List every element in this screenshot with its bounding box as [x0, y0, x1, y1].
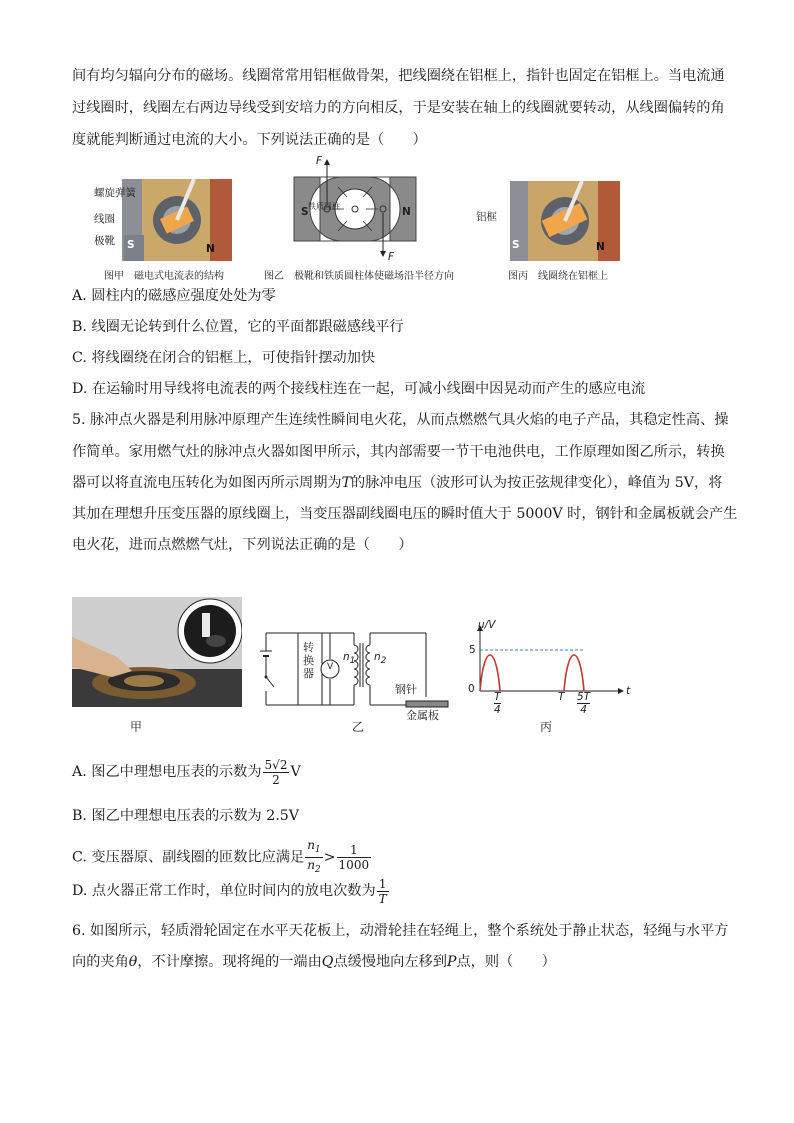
tick-t: T [558, 691, 565, 703]
figure-galvanometer [90, 155, 650, 285]
label-s-b: S [301, 206, 309, 218]
q6-line-1: 6. 如图所示，轻质滑轮固定在水平天花板上，动滑轮挂在轻绳上，整个系统处于静止状态，轻绳与水平方 [72, 923, 729, 939]
tick-5t-over-4: 5T 4 [577, 691, 591, 716]
label-metal-plate: 金属板 [406, 709, 439, 722]
q5-line-2: 作简单。家用燃气灶的脉冲点火器如图甲所示，其内部需要一节干电池供电，工作原理如图乙所示，转换 [72, 444, 725, 460]
q5-line-1: 5. 脉冲点火器是利用脉冲原理产生连续性瞬间电火花，从而点燃燃气具火焰的电子产品，其稳定性高、操 [72, 412, 729, 428]
label-origin: 0 [468, 683, 475, 695]
label-spring: 螺旋弹簧 [94, 187, 136, 199]
figure-ignition [70, 595, 630, 740]
label-peak-5: 5 [469, 644, 476, 656]
q4-option-b: B. 线圈无论转到什么位置，它的平面都跟磁感线平行 [72, 319, 404, 335]
label-steel-needle: 钢针 [395, 683, 417, 696]
label-n-a: N [206, 243, 215, 255]
caption-figure-b: 图乙 极靴和铁质圆柱体使磁场沿半径方向 [264, 271, 454, 282]
label-u-axis: u/V [478, 619, 496, 631]
caption-bing: 丙 [540, 720, 553, 734]
q5-option-a: A. 图乙中理想电压表的示数为 $\frac{5√2}{2}$ V [72, 757, 301, 787]
q4-option-d: D. 在运输时用导线将电流表的两个接线柱连在一起，可减小线圈中因晃动而产生的感应电流 [72, 381, 646, 397]
intro-line-2: 过线圈时，线圈左右两边导线受到安培力的方向相反，于是安装在轴上的线圈就要转动，从线圈偏转的角 [72, 100, 725, 116]
q5-line-4: 其加在理想升压变压器的原线圈上，当变压器副线圈电压的瞬时值大于 5000V 时，钢针和金属板就会产生 [72, 506, 738, 522]
label-iron-core: 铁质圆柱 [308, 202, 340, 211]
label-n-c: N [596, 241, 605, 253]
label-converter: 转换器 [303, 641, 314, 680]
label-s-c: S [512, 239, 520, 251]
intro-line-1: 间有均匀辐向分布的磁场。线圈常常用铝框做骨架，把线圈绕在铝框上，指针也固定在铝框上。当电流通 [72, 68, 725, 84]
tick-t-over-4: T 4 [494, 691, 501, 716]
figure-a-structure-photo [122, 179, 232, 261]
q5-option-b: B. 图乙中理想电压表的示数为 2.5V [72, 808, 300, 824]
label-coil: 线圈 [94, 213, 115, 225]
q5-line-5: 电火花，进而点燃燃气灶，下列说法正确的是（ ） [72, 537, 413, 553]
q4-option-a: A. 圆柱内的磁感应强度处处为零 [72, 288, 276, 304]
caption-yi: 乙 [352, 720, 365, 734]
figure-jia-stove-photo [72, 597, 242, 707]
q5-option-d: D. 点火器正常工作时，单位时间内的放电次数为 $\frac{1}{T}$ [72, 876, 387, 906]
label-n-b: N [402, 206, 411, 218]
label-s-a: S [127, 239, 135, 251]
label-force-down: F [388, 251, 395, 263]
caption-figure-a: 图甲 磁电式电流表的结构 [104, 271, 224, 282]
caption-jia: 甲 [130, 720, 143, 734]
caption-figure-c: 图丙 线圈绕在铝框上 [508, 271, 608, 282]
q4-option-c: C. 将线圈绕在闭合的铝框上，可使指针摆动加快 [72, 350, 376, 366]
label-n2: n2 [374, 651, 387, 666]
q5-line-3: 器可以将直流电压转化为如图丙所示周期为T的脉冲电压（波形可认为按正弦规律变化），峰值为 5V，将 [72, 475, 723, 491]
label-pole-shoe: 极靴 [94, 235, 115, 247]
label-aluminum-frame: 铝框 [476, 211, 497, 223]
label-t-axis: t [626, 685, 631, 697]
label-voltmeter: V [327, 662, 334, 672]
label-force-up: F [316, 155, 323, 167]
intro-line-3: 度就能判断通过电流的大小。下列说法正确的是（ ） [72, 132, 427, 148]
label-n1: n1 [343, 651, 356, 666]
q5-option-c: C. 变压器原、副线圈的匝数比应满足 $\frac{n_1}{n_2}$ > $\frac{1}{1000}$ [72, 838, 370, 875]
q6-line-2: 向的夹角θ，不计摩擦。现将绳的一端由Q点缓慢地向左移到P点，则（ ） [72, 954, 556, 970]
